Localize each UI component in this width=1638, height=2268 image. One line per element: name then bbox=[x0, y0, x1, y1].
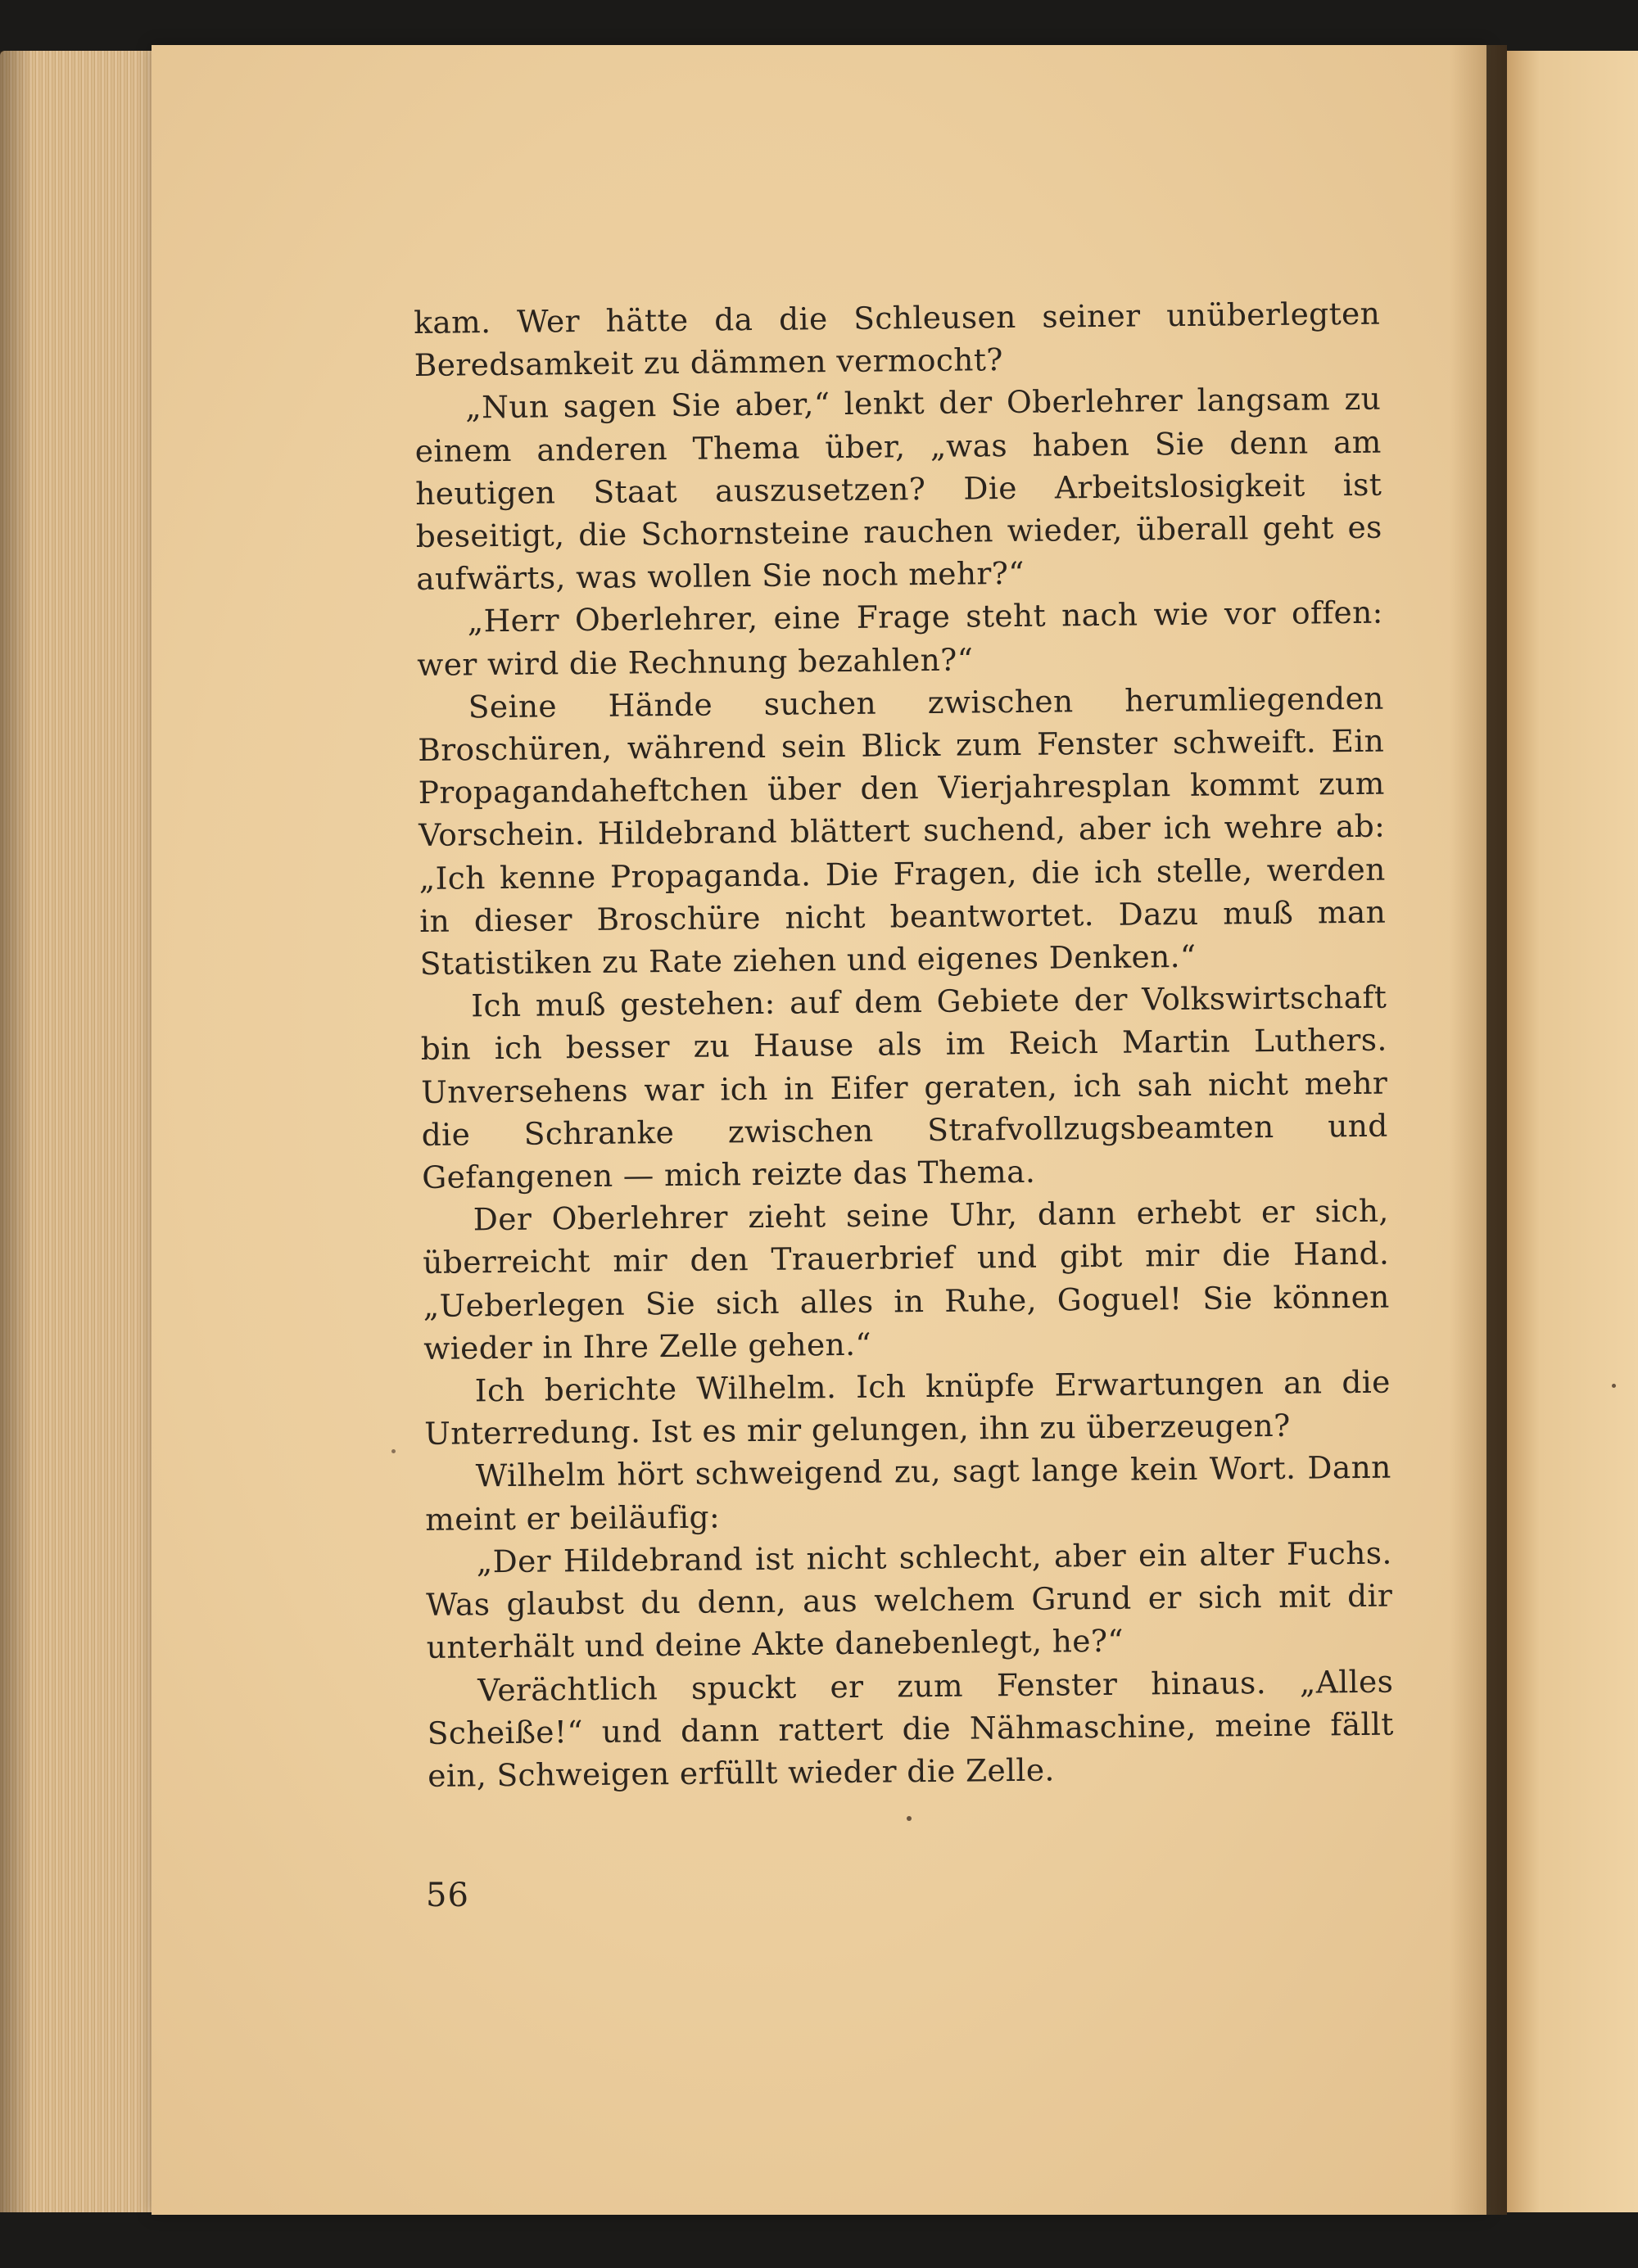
page-stack-shadow bbox=[0, 51, 33, 2212]
book-gutter bbox=[1450, 45, 1507, 2215]
paragraph: „Nun sagen Sie aber,“ lenkt der Oberlehrer langsam zu einem anderen Thema über, „was haben Sie denn am heutigen Staat auszusetzen? Die Arbeitslosigkeit ist beseitigt, die Schornsteine rauchen wieder, überall geht es aufwärts, was wollen Sie noch mehr?“ bbox=[414, 381, 1382, 598]
paragraph: Verächtlich spuckt er zum Fenster hinaus. „Alles Scheiße!“ und dann rattert die Nähmaschine, meine fällt ein, Schweigen erfüllt wieder die Zelle. bbox=[427, 1663, 1394, 1794]
paper-speck bbox=[1612, 1384, 1616, 1388]
page-number: 56 bbox=[426, 1877, 469, 1914]
paragraph: „Herr Oberlehrer, eine Frage steht nach wie vor offen: wer wird die Rechnung bezahlen?“ bbox=[417, 594, 1383, 683]
paragraph: Seine Hände suchen zwischen herumliegenden Broschüren, während sein Blick zum Fenster schweift. Ein Propagandaheftchen über den Vierjahresplan kommt zum Vorschein. Hildebrand blättert suchend, aber ich wehre ab: „Ich kenne Propaganda. Die Fragen, die ich stelle, werden in dieser Broschüre nicht beantwortet. Dazu muß man Statistiken zu Rate ziehen und eigenes Denken.“ bbox=[418, 680, 1387, 983]
paragraph: Ich berichte Wilhelm. Ich knüpfe Erwartungen an die Unterredung. Ist es mir gelungen, ihn zu überzeugen? bbox=[424, 1363, 1391, 1453]
body-text bbox=[414, 292, 1394, 1797]
paragraph: Ich muß gestehen: auf dem Gebiete der Volkswirtschaft bin ich besser zu Hause als im Reich Martin Luthers. Unversehens war ich in Eifer geraten, ich sah nicht mehr die Schranke zwischen Strafvollzugsbeamten und Gefangenen — mich reizte das Thema. bbox=[420, 978, 1388, 1196]
paragraph: kam. Wer hätte da die Schleusen seiner unüberlegten Beredsamkeit zu dämmen vermocht? bbox=[414, 295, 1381, 384]
paper-speck bbox=[391, 1449, 396, 1453]
paragraph: Der Oberlehrer zieht seine Uhr, dann erhebt er sich, überreicht mir den Trauerbrief und gibt mir die Hand. „Ueberlegen Sie sich alles in Ruhe, Goguel! Sie können wieder in Ihre Zelle gehen.“ bbox=[423, 1192, 1390, 1367]
facing-page bbox=[1507, 51, 1638, 2212]
paragraph: Wilhelm hört schweigend zu, sagt lange kein Wort. Dann meint er beiläufig: bbox=[425, 1449, 1391, 1538]
paper-speck bbox=[907, 1816, 912, 1821]
paragraph: „Der Hildebrand ist nicht schlecht, aber ein alter Fuchs. Was glaubst du denn, aus welchem Grund er sich mit dir unterhält und deine Akte danebenlegt, he?“ bbox=[426, 1534, 1393, 1666]
